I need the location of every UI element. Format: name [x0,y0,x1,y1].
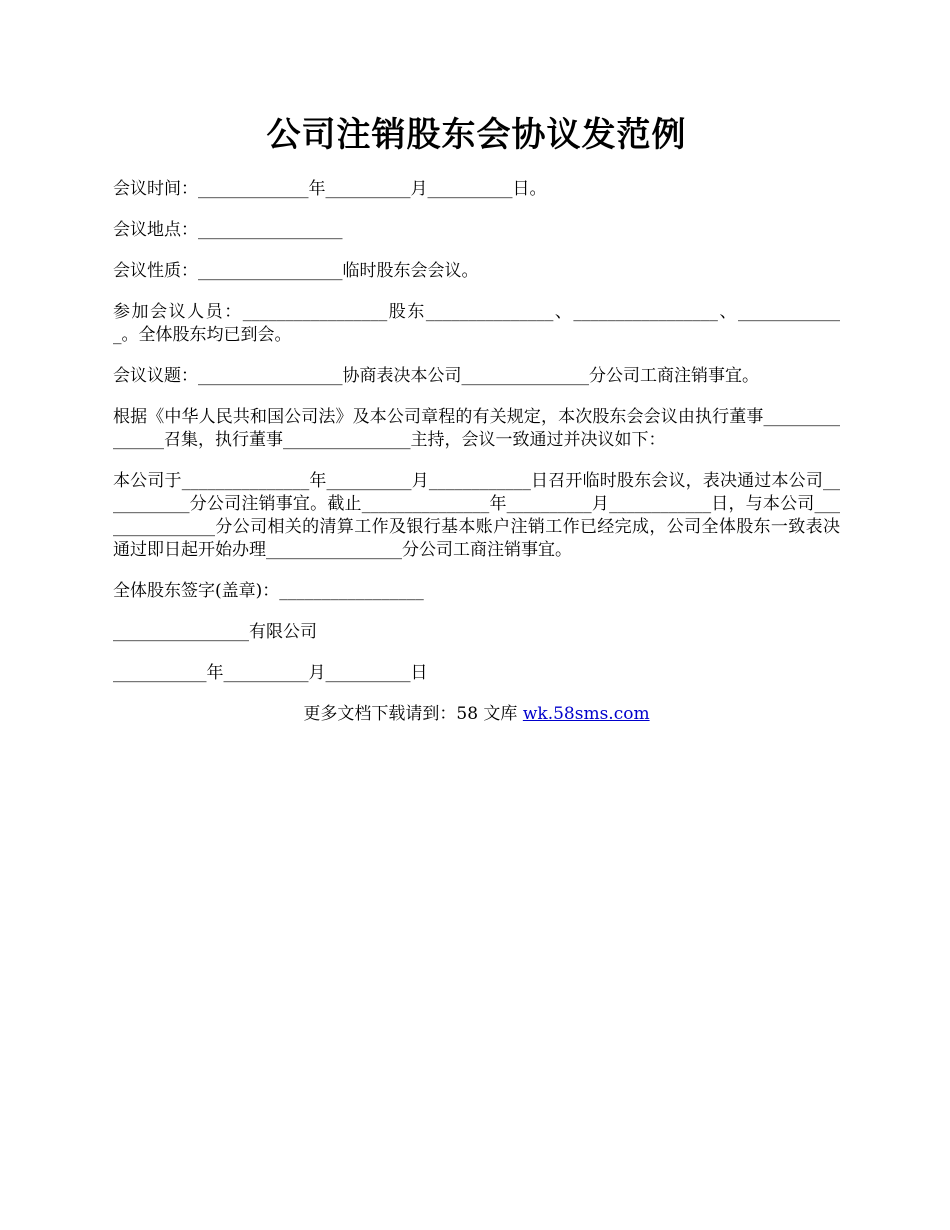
attendees-line: 参加会议人员：_________________股东_______________、_________________、_____________。全体股东均已到会。 [113,302,840,345]
document-page [113,110,840,726]
company-name-line: ________________有限公司 [113,622,317,642]
legal-basis-paragraph: 根据《中华人民共和国公司法》及本公司章程的有关规定，本次股东会会议由执行董事_______________召集，执行董事_______________主持，会议一致通过并决议如下： [113,407,840,450]
download-footer [113,703,840,726]
meeting-topic-line: 会议议题：_________________协商表决本公司_______________分公司工商注销事宜。 [113,366,759,386]
resolution-paragraph: 本公司于_______________年__________月____________日召开临时股东会议，表决通过本公司___________分公司注销事宜。截止_______________年__________月____________日，与本公司_______________分公司相关的清算工作及银行基本账户注销工作已经完成，公司全体股东一致表决通过即日起开始办理________________分公司工商注销事宜。 [113,471,840,560]
meeting-nature-line: 会议性质：_________________临时股东会会议。 [113,261,479,281]
meeting-location-line: 会议地点：_________________ [113,220,343,240]
shareholder-signature-line: 全体股东签字(盖章)：_________________ [113,581,424,601]
document-title: 公司注销股东会协议发范例 [266,115,687,155]
footer-text: 更多文档下载请到：58 文库 [303,704,523,724]
date-line: ___________年__________月__________日 [113,663,428,683]
footer-link[interactable]: wk.58sms.com [522,704,650,724]
meeting-time-line: 会议时间：_____________年__________月__________日。 [113,179,547,199]
